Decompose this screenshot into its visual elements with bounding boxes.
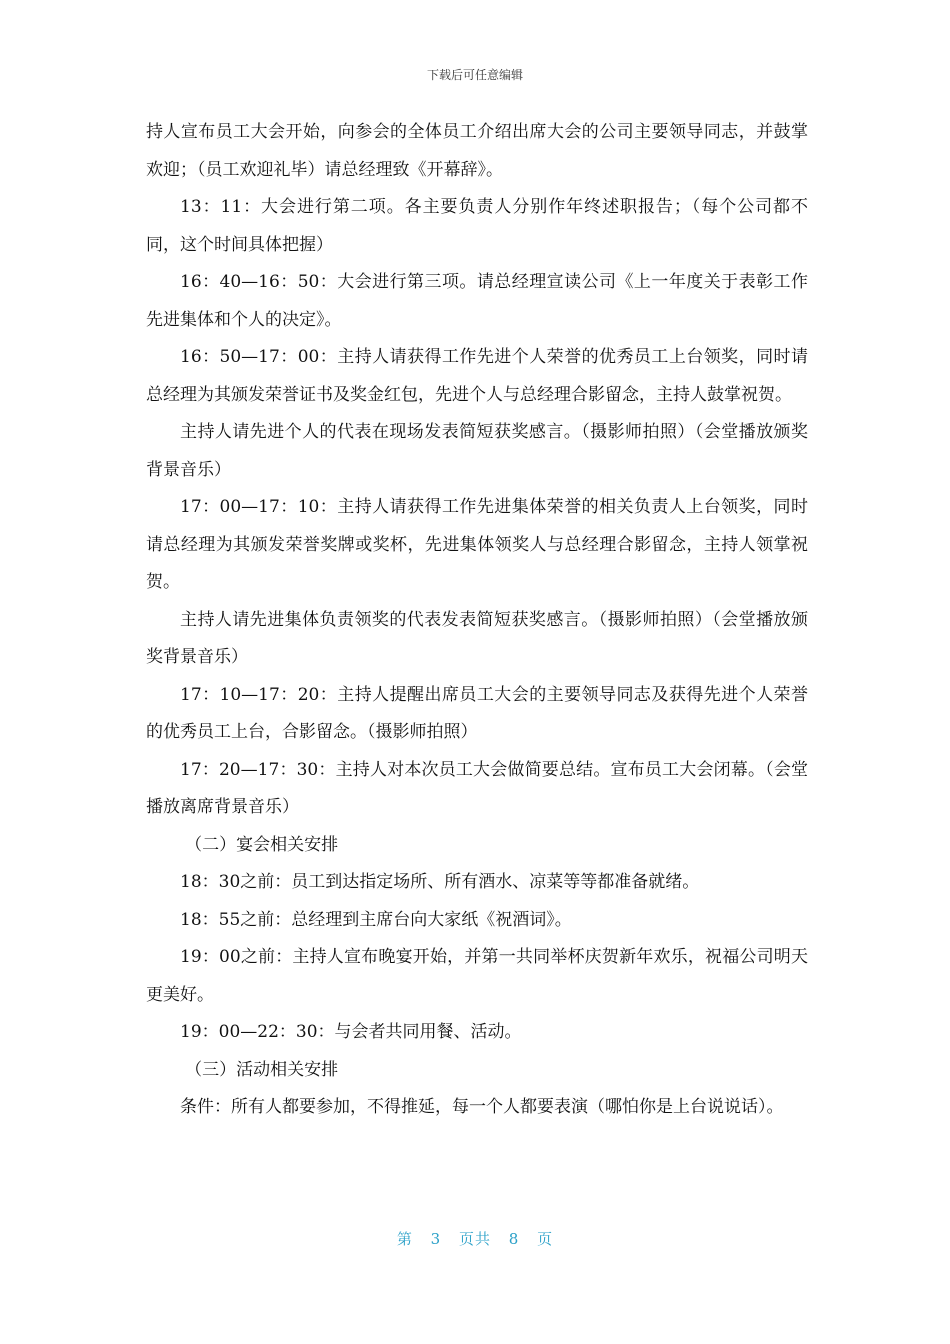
- section-heading-banquet: （二）宴会相关安排: [185, 834, 339, 855]
- section-heading-activities: （三）活动相关安排: [185, 1059, 339, 1080]
- paragraph-6: 17：00—17：10：主持人请获得工作先进集体荣誉的相关负责人上台领奖，同时请总经理为其颁发荣誉奖牌或奖杯，先进集体领奖人与总经理合影留念，主持人领掌祝贺。: [146, 497, 808, 592]
- document-body: [146, 114, 808, 1127]
- paragraph-3: 16：40—16：50：大会进行第三项。请总经理宣读公司《上一年度关于表彰工作先进集体和个人的决定》。: [146, 272, 808, 330]
- paragraph-16: 条件：所有人都要参加，不得推延，每一个人都要表演（哪怕你是上台说说话）。: [180, 1097, 784, 1117]
- paragraph-11: 18：30之前：员工到达指定场所、所有酒水、凉菜等等都准备就绪。: [180, 872, 700, 892]
- paragraph-9: 17：20—17：30：主持人对本次员工大会做简要总结。宣布员工大会闭幕。（会堂播放离席背景音乐）: [146, 759, 808, 817]
- paragraph-13: 19：00之前：主持人宣布晚宴开始，并第一共同举杯庆贺新年欢乐，祝福公司明天更美好。: [146, 947, 808, 1005]
- paragraph-1: 持人宣布员工大会开始，向参会的全体员工介绍出席大会的公司主要领导同志，并鼓掌欢迎；（员工欢迎礼毕）请总经理致《开幕辞》。: [146, 122, 808, 180]
- footer-total-pages: 8: [508, 1230, 520, 1248]
- paragraph-14: 19：00—22：30：与会者共同用餐、活动。: [180, 1022, 522, 1042]
- paragraph-4: 16：50—17：00：主持人请获得工作先进个人荣誉的优秀员工上台领奖，同时请总经理为其颁发荣誉证书及奖金红包，先进个人与总经理合影留念，主持人鼓掌祝贺。: [146, 347, 808, 405]
- page-footer: [0, 1228, 950, 1249]
- footer-page-suffix: 页: [537, 1230, 554, 1248]
- paragraph-5: 主持人请先进个人的代表在现场发表简短获奖感言。（摄影师拍照）（会堂播放颁奖背景音乐）: [146, 422, 808, 480]
- paragraph-12: 18：55之前：总经理到主席台向大家纸《祝酒词》。: [180, 909, 572, 930]
- footer-page-label: 第: [396, 1230, 413, 1248]
- paragraph-7: 主持人请先进集体负责领奖的代表发表简短获奖感言。（摄影师拍照）（会堂播放颁奖背景音乐）: [146, 609, 808, 667]
- footer-total-prefix: 页共: [458, 1230, 491, 1248]
- paragraph-2: 13：11：大会进行第二项。各主要负责人分别作年终述职报告；（每个公司都不同，这个时间具体把握）: [146, 197, 808, 255]
- footer-page-number: 3: [430, 1230, 442, 1248]
- page-header: 下载后可任意编辑: [426, 68, 523, 82]
- paragraph-8: 17：10—17：20：主持人提醒出席员工大会的主要领导同志及获得先进个人荣誉的优秀员工上台，合影留念。（摄影师拍照）: [146, 684, 808, 742]
